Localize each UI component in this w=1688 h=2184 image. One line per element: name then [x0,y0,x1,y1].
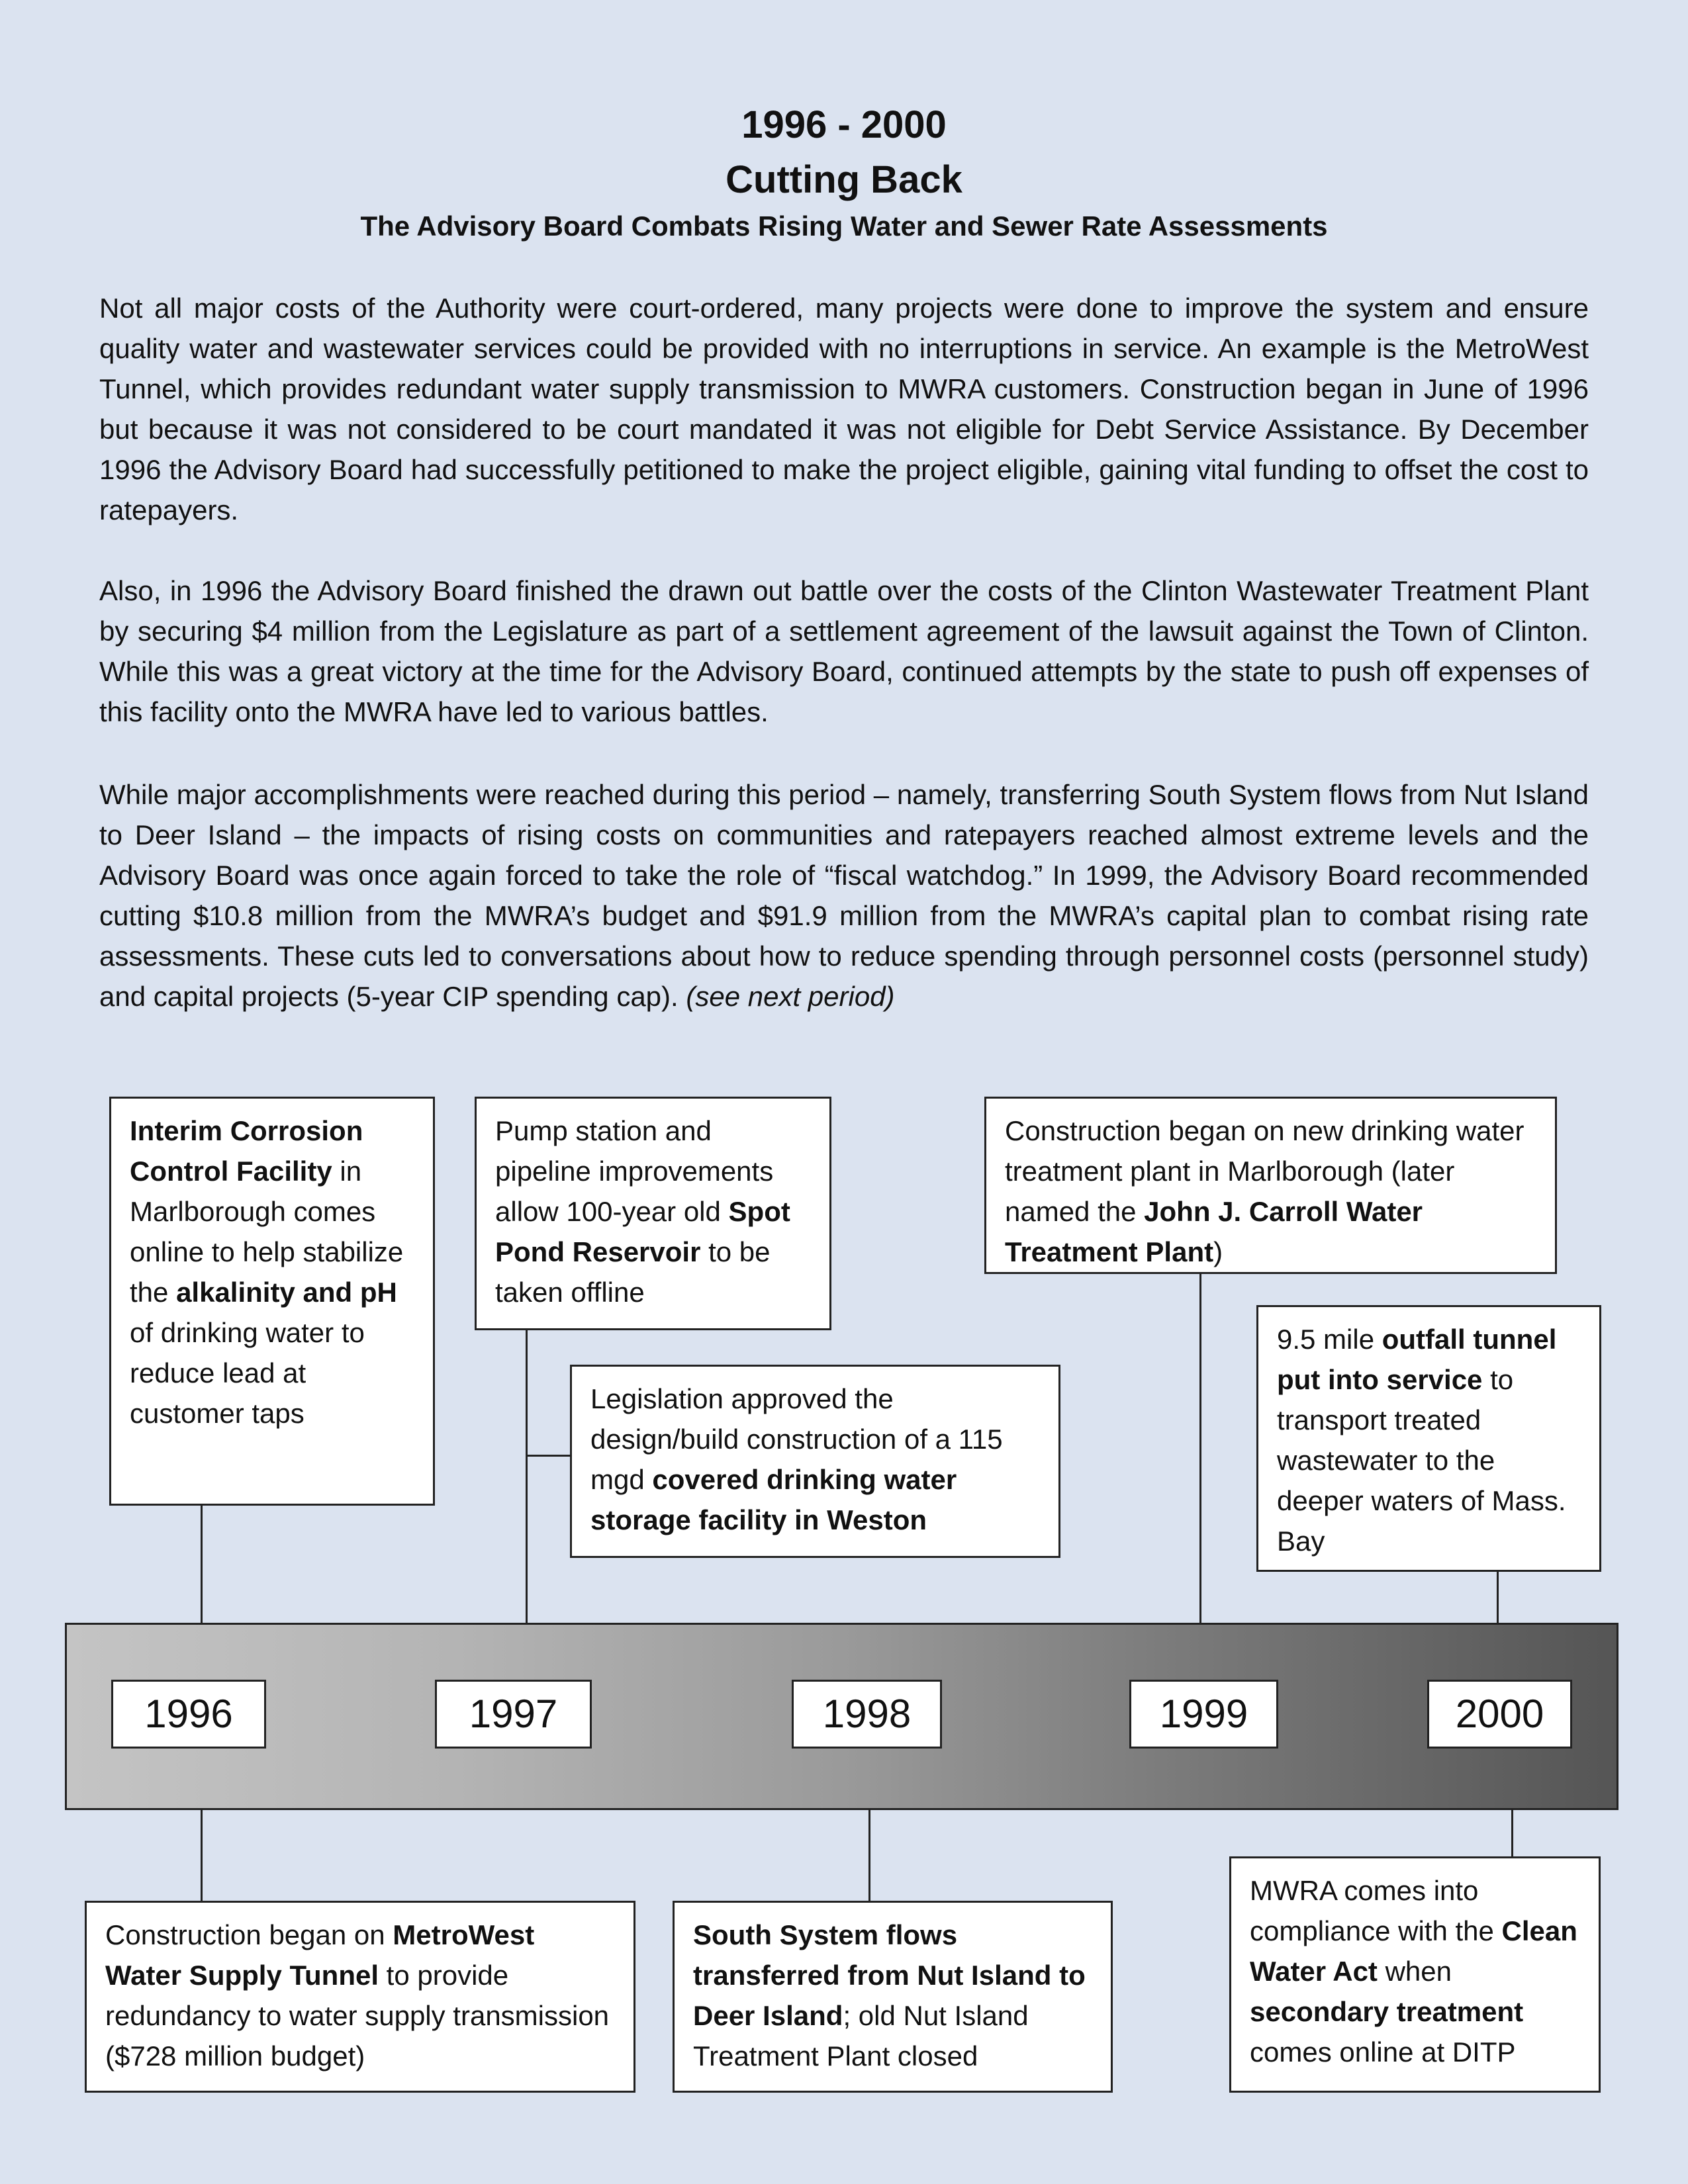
event-text: Construction began on new drinking water treatment plant in Marlborough (later named the [1005,1115,1524,1227]
connector-clean-water [1511,1810,1513,1856]
connector-corrosion [201,1506,203,1623]
year-1998: 1998 [792,1680,942,1749]
event-text: Legislation approved the design/build construction of a 115 mgd [590,1383,1003,1495]
paragraph-text: While major accomplishments were reached during this period – namely, transferring South System flows from Nut Island to Deer Island – the impacts of rising costs on communities and ratepayers reached almost extreme levels and the Advisory Board was once again forced to take the role of “fiscal watchdog.” In 1999, the Advisory Board recommended cutting $10.8 million from the MWRA’s budget and $91.9 million from the MWRA’s capital plan to combat rising rate assessments. These cuts led to conversations about how to reduce spending through personnel costs (personnel study) and capital projects (5-year CIP spending cap). [99,779,1589,1012]
page-title: Cutting Back [726,158,962,201]
paragraph-metrowest: Not all major costs of the Authority were court-ordered, many projects were done to improve the system and ensure quality water and wastewater services could be provided with no interruptions in service. An example is the MetroWest Tunnel, which provides redundant water supply transmission to MWRA customers. Construction began in June of 1996 but because it was not considered to be court mandated it was not eligible for Debt Service Assistance. By December 1996 the Advisory Board had successfully petitioned to make the project eligible, gaining vital funding to offset the cost to ratepayers. [99,293,1589,525]
timeline-bar [65,1623,1618,1810]
page-subtitle: The Advisory Board Combats Rising Water and Sewer Rate Assessments [360,210,1328,242]
event-clean-water-act [1229,1856,1601,2093]
event-text: Construction began on [105,1919,393,1950]
connector-weston [526,1455,571,1457]
event-carroll-plant [984,1097,1557,1274]
event-bold: John J. Carroll Water Treatment Plant [1005,1196,1423,1267]
event-bold: Spot Pond Reservoir [495,1196,790,1267]
event-bold: MetroWest Water Supply Tunnel [105,1919,535,1991]
event-text: to transport treated wastewater to the deeper waters of Mass. Bay [1277,1364,1566,1557]
year-1997: 1997 [435,1680,592,1749]
event-bold: outfall tunnel put into service [1277,1324,1557,1395]
event-text: ; old Nut Island Treatment Plant closed [693,2000,1029,2071]
event-bold: secondary treatment [1250,1996,1524,2027]
event-text: when [1377,1956,1452,1987]
see-next-period: (see next period) [686,981,895,1012]
event-text: to provide redundancy to water supply transmission ($728 million budget) [105,1960,610,2071]
event-bold: covered drinking water storage facility in Weston [590,1464,957,1535]
event-metrowest-tunnel [85,1901,635,2093]
event-text: comes online at DITP [1250,2036,1516,2068]
event-text: Pump station and pipeline improvements allow 100-year old [495,1115,774,1227]
event-south-system-flows [673,1901,1113,2093]
event-bold: Clean Water Act [1250,1915,1577,1987]
connector-spot-pond [526,1330,528,1623]
connector-outfall [1497,1572,1499,1623]
event-corrosion-control [109,1097,435,1506]
event-text: to be taken offline [495,1236,771,1308]
connector-carroll [1199,1274,1201,1623]
event-text: ) [1213,1236,1223,1267]
paragraph-fiscal-watchdog [99,774,1589,1017]
connector-metrowest [201,1810,203,1901]
event-text: 9.5 mile [1277,1324,1382,1355]
year-1996: 1996 [111,1680,266,1749]
paragraph-clinton: Also, in 1996 the Advisory Board finished the drawn out battle over the costs of the Clinton Wastewater Treatment Plant by securing $4 million from the Legislature as part of a settlement agreement of the lawsuit against the Town of Clinton. While this was a great victory at the time for the Advisory Board, continued attempts by the state to push off expenses of this facility onto the MWRA have led to various battles. [99,575,1589,727]
event-text: in Marlborough comes online to help stabilize the [130,1156,404,1308]
event-text: MWRA comes into compliance with the [1250,1875,1502,1946]
event-bold: alkalinity and pH [176,1277,397,1308]
event-text: of drinking water to reduce lead at customer taps [130,1317,365,1429]
event-weston-storage [570,1365,1060,1558]
event-outfall-tunnel [1256,1305,1601,1572]
year-2000: 2000 [1427,1680,1572,1749]
event-bold: South System flows transferred from Nut Island to Deer Island [693,1919,1086,2031]
event-spot-pond [475,1097,831,1330]
connector-south-system [868,1810,870,1901]
event-bold: Interim Corrosion Control Facility [130,1115,363,1187]
year-1999: 1999 [1129,1680,1278,1749]
period-years: 1996 - 2000 [741,103,947,146]
